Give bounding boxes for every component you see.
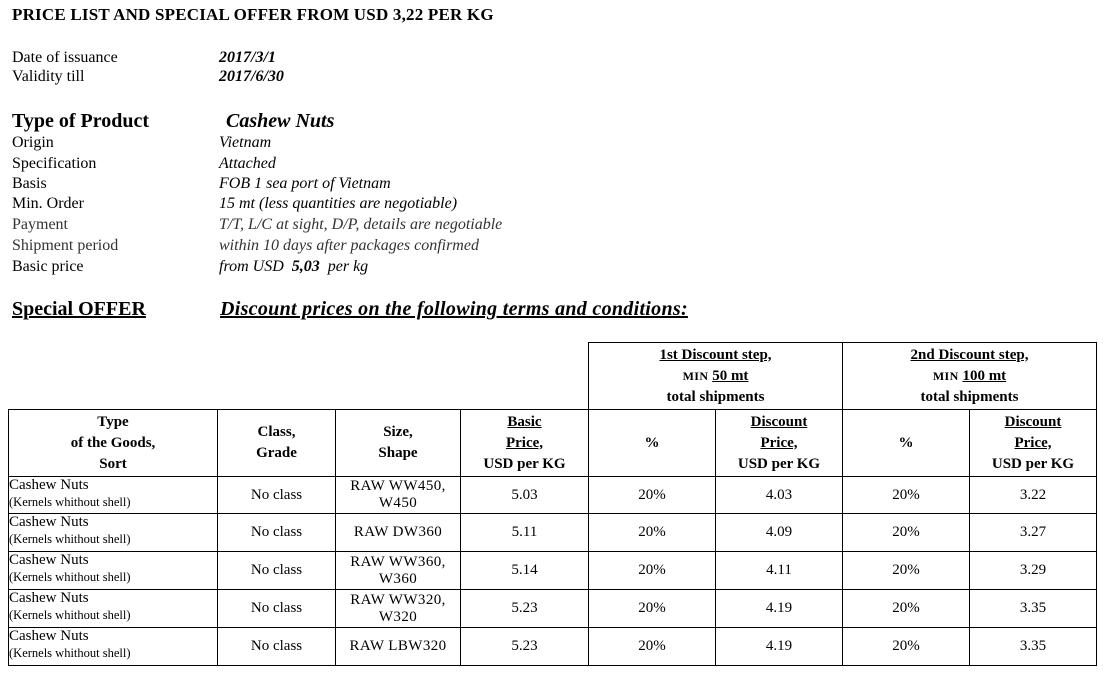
step-2-min-prefix: MIN — [932, 368, 959, 383]
type-header-line3: Sort — [99, 455, 127, 472]
row-class: No class — [218, 514, 336, 552]
row-product-cell — [9, 552, 218, 590]
row-size: RAW WW320, W320 — [336, 590, 461, 628]
step-2-note: total shipments — [920, 388, 1019, 405]
disc2-header-line3: USD per KG — [991, 455, 1075, 472]
row-product-sub: (Kernels whithout shell) — [9, 532, 131, 546]
col-header-basic-price — [461, 410, 589, 477]
col-header-pct-2: % — [843, 410, 970, 477]
table-row — [9, 628, 1097, 666]
row-basic-price: 5.03 — [461, 477, 589, 514]
row-pct-1: 20% — [589, 477, 716, 514]
table-row — [9, 514, 1097, 552]
special-offer-title: Special OFFER — [12, 298, 146, 320]
row-class: No class — [218, 477, 336, 514]
row-size: RAW DW360 — [336, 514, 461, 552]
step-2-min-amount: 100 mt — [962, 367, 1007, 384]
row-pct-2: 20% — [843, 514, 970, 552]
col-header-discount-1 — [716, 410, 843, 477]
special-offer-subtitle: Discount prices on the following terms and conditions: — [220, 298, 688, 320]
step-1-min-prefix: MIN — [682, 368, 709, 383]
row-product-name: Cashew Nuts — [9, 552, 89, 568]
row-pct-2: 20% — [843, 628, 970, 666]
row-discount-2: 3.22 — [970, 477, 1097, 514]
row-pct-1: 20% — [589, 552, 716, 590]
basic-price-label: Basic price — [12, 258, 84, 275]
origin-label: Origin — [12, 134, 54, 151]
basic-header-line2: Price, — [505, 434, 544, 451]
payment-value: T/T, L/C at sight, D/P, details are negotiable — [219, 216, 503, 233]
col-header-discount-2 — [970, 410, 1097, 477]
origin-value: Vietnam — [219, 134, 272, 151]
step-2-title: 2nd Discount step, — [910, 346, 1029, 363]
basis-label: Basis — [12, 175, 47, 192]
row-basic-price: 5.23 — [461, 628, 589, 666]
size-header-line1: Size, — [383, 424, 413, 440]
size-header-line2: Shape — [378, 445, 418, 461]
table-row — [9, 552, 1097, 590]
issuance-label: Date of issuance — [12, 49, 118, 66]
table-header-blank — [9, 343, 589, 410]
row-product-name: Cashew Nuts — [9, 628, 89, 644]
step-1-title: 1st Discount step, — [659, 346, 772, 363]
row-discount-1: 4.09 — [716, 514, 843, 552]
issuance-value: 2017/3/1 — [219, 49, 276, 66]
row-basic-price: 5.11 — [461, 514, 589, 552]
payment-label: Payment — [12, 216, 68, 233]
row-product-sub: (Kernels whithout shell) — [9, 495, 131, 509]
row-product-cell — [9, 590, 218, 628]
table-row — [9, 477, 1097, 514]
product-type-value: Cashew Nuts — [226, 110, 335, 132]
col-header-class — [218, 410, 336, 477]
price-amount: 5,03 — [291, 258, 320, 275]
row-size: RAW WW450, W450 — [336, 477, 461, 514]
row-product-sub: (Kernels whithout shell) — [9, 570, 131, 584]
column-header-row — [9, 410, 1097, 477]
row-pct-1: 20% — [589, 514, 716, 552]
row-product-name: Cashew Nuts — [9, 477, 89, 493]
step-1-note: total shipments — [666, 388, 765, 405]
row-discount-1: 4.11 — [716, 552, 843, 590]
row-class: No class — [218, 552, 336, 590]
min-order-label: Min. Order — [12, 195, 84, 212]
page-title: PRICE LIST AND SPECIAL OFFER FROM USD 3,22 PER KG — [12, 5, 494, 24]
col-header-pct-1: % — [589, 410, 716, 477]
basic-header-line3: USD per KG — [483, 455, 566, 472]
specification-label: Specification — [12, 155, 97, 172]
row-discount-2: 3.27 — [970, 514, 1097, 552]
shipment-label: Shipment period — [12, 237, 119, 254]
shipment-value: within 10 days after packages confirmed — [219, 237, 479, 254]
class-header-line1: Class, — [257, 424, 296, 440]
type-header-line2: of the Goods, — [70, 434, 156, 451]
row-pct-2: 20% — [843, 477, 970, 514]
row-product-name: Cashew Nuts — [9, 514, 89, 530]
row-product-sub: (Kernels whithout shell) — [9, 608, 131, 622]
row-discount-2: 3.29 — [970, 552, 1097, 590]
row-product-cell — [9, 514, 218, 552]
row-pct-2: 20% — [843, 590, 970, 628]
price-table — [8, 342, 1097, 666]
row-pct-1: 20% — [589, 628, 716, 666]
specification-value: Attached — [219, 155, 276, 172]
disc1-header-line2: Price, — [760, 434, 798, 451]
basic-price-value — [219, 258, 368, 276]
row-discount-2: 3.35 — [970, 590, 1097, 628]
price-suffix: per kg — [327, 258, 369, 275]
col-header-type — [9, 410, 218, 477]
validity-value: 2017/6/30 — [219, 68, 284, 85]
row-product-name: Cashew Nuts — [9, 590, 89, 606]
row-class: No class — [218, 628, 336, 666]
class-header-line2: Grade — [256, 445, 297, 461]
basis-value: FOB 1 sea port of Vietnam — [219, 175, 391, 192]
type-header-line1: Type — [97, 413, 129, 430]
validity-label: Validity till — [12, 68, 85, 85]
row-discount-2: 3.35 — [970, 628, 1097, 666]
row-pct-2: 20% — [843, 552, 970, 590]
discount-step-header-row — [9, 343, 1097, 410]
basic-header-line1: Basic — [507, 413, 542, 430]
row-size: RAW LBW320 — [336, 628, 461, 666]
disc1-header-line3: USD per KG — [737, 455, 821, 472]
row-discount-1: 4.19 — [716, 590, 843, 628]
col-header-size — [336, 410, 461, 477]
disc2-header-line2: Price, — [1014, 434, 1052, 451]
discount-step-1-header — [589, 343, 843, 410]
table-row — [9, 590, 1097, 628]
row-size: RAW WW360, W360 — [336, 552, 461, 590]
price-prefix: from USD — [219, 258, 284, 275]
row-product-cell — [9, 477, 218, 514]
row-basic-price: 5.23 — [461, 590, 589, 628]
row-class: No class — [218, 590, 336, 628]
row-pct-1: 20% — [589, 590, 716, 628]
min-order-value: 15 mt (less quantities are negotiable) — [219, 195, 458, 212]
discount-step-2-header — [843, 343, 1097, 410]
row-discount-1: 4.19 — [716, 628, 843, 666]
row-discount-1: 4.03 — [716, 477, 843, 514]
step-1-min-amount: 50 mt — [712, 367, 749, 384]
row-product-sub: (Kernels whithout shell) — [9, 646, 131, 660]
disc2-header-line1: Discount — [1004, 413, 1062, 430]
row-product-cell — [9, 628, 218, 666]
product-type-label: Type of Product — [12, 110, 150, 132]
disc1-header-line1: Discount — [750, 413, 808, 430]
row-basic-price: 5.14 — [461, 552, 589, 590]
